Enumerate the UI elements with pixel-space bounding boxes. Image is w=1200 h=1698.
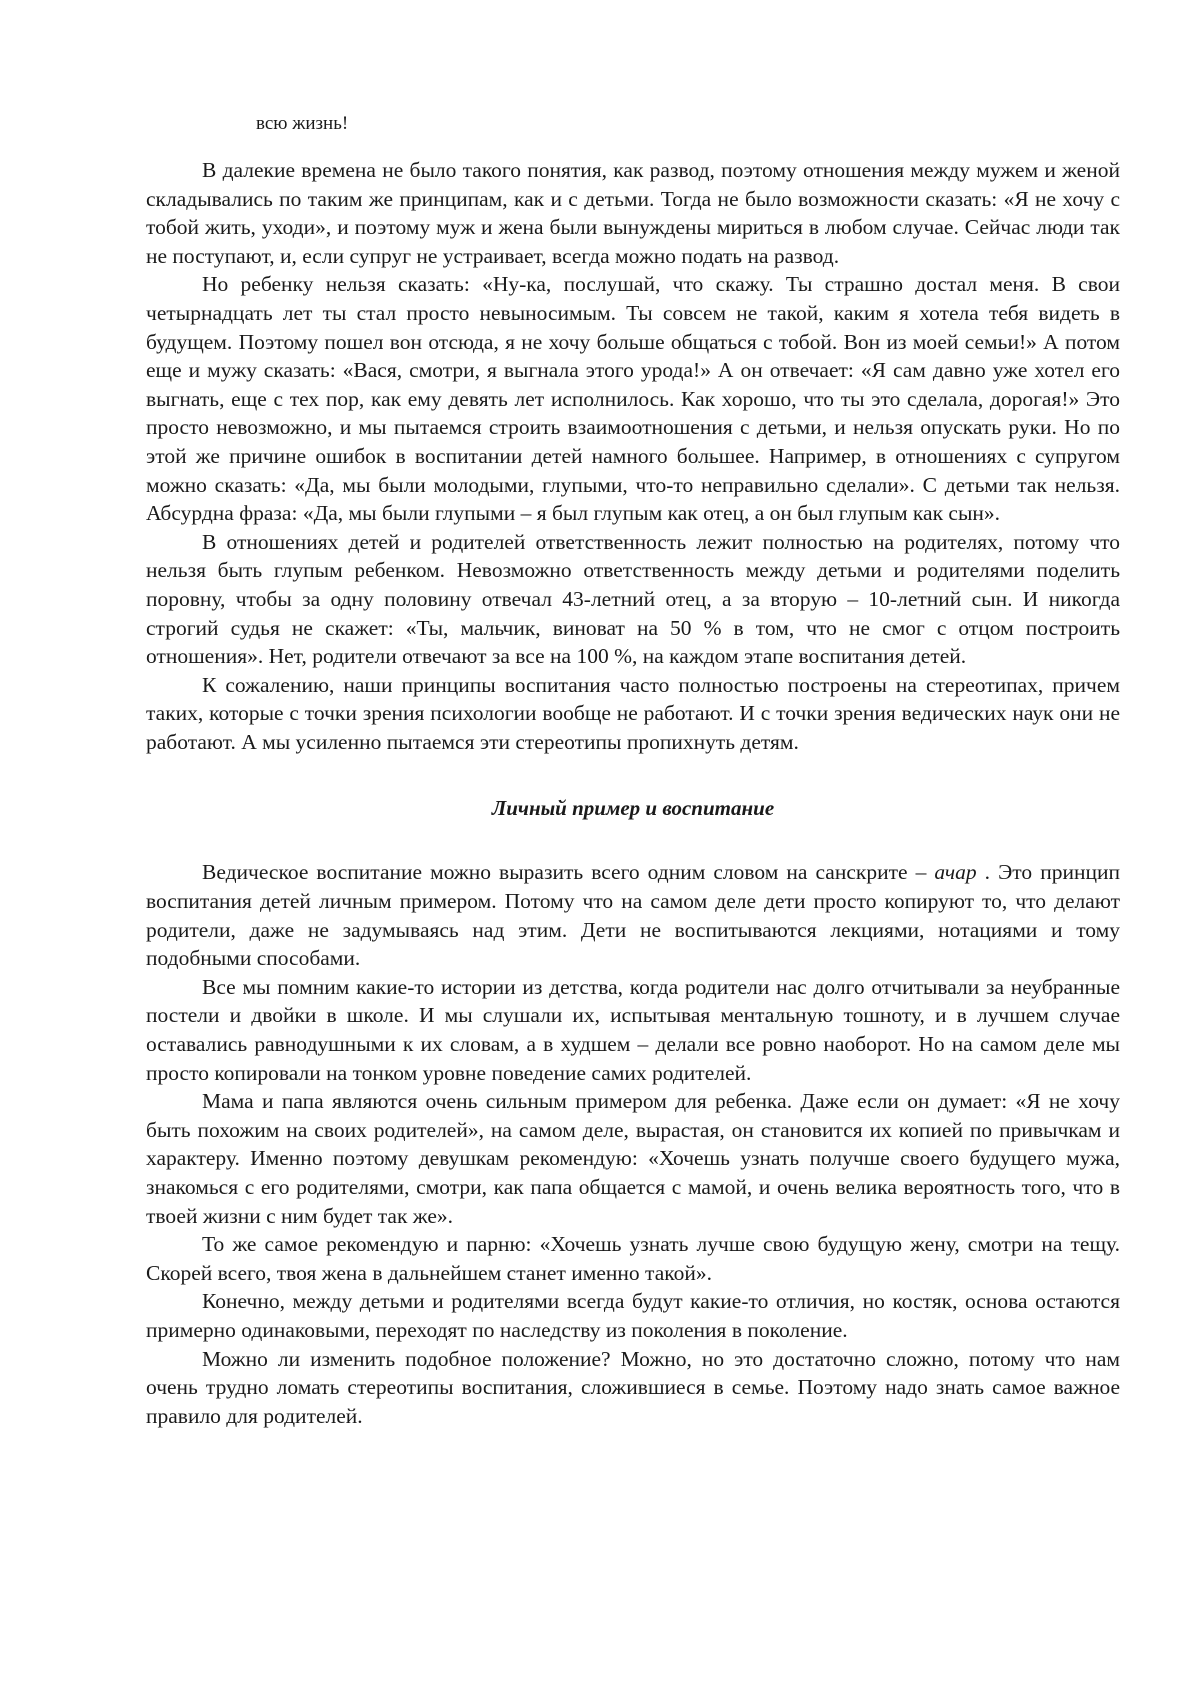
paragraph-achar	[146, 858, 1120, 972]
sanskrit-term: ачар	[934, 860, 977, 885]
paragraph-childhood-memories: Все мы помним какие-то истории из детства, когда родители нас долго отчитывали за неубранные постели и двойки в школе. И мы слушали их, испытывая ментальную тошноту, и в лучшем случае оставались равнодушными к их словам, а в худшем – делали все ровно наоборот. Но на самом деле мы просто копировали на тонком уровне поведение самих родителей.	[146, 974, 1120, 1085]
paragraph-responsibility: В отношениях детей и родителей ответственность лежит полностью на родителях, потому что нельзя быть глупым ребенком. Невозможно ответственность между детьми и родителями поделить поровну, чтобы за одну половину отвечал 43-летний отец, а за вторую – 10-летний сын. И никогда строгий судья не скажет: «Ты, мальчик, виноват на 50 % в том, что не смог с отцом построить отношения». Нет, родители отвечают за все на 100 %, на каждом этапе воспитания детей.	[146, 529, 1120, 669]
carryover-line: всю жизнь!	[256, 113, 349, 134]
paragraph-gap	[146, 138, 1120, 156]
paragraph-stereotypes: К сожалению, наши принципы воспитания часто полностью построены на стереотипах, причем таких, которые с точки зрения психологии вообще не работают. И с точки зрения ведических наук они не работают. А мы усиленно пытаемся эти стереотипы пропихнуть детям.	[146, 672, 1120, 754]
paragraph-divorce: В далекие времена не было такого понятия, как развод, поэтому отношения между мужем и женой складывались по таким же принципам, как и с детьми. Тогда не было возможности сказать: «Я не хочу с тобой жить, уходи», и поэтому муж и жена были вынуждены мириться в любом случае. Сейчас люди так не поступают, и, если супруг не устраивает, всегда можно подать на развод.	[146, 158, 1120, 268]
achar-text-before: Ведическое воспитание можно выразить всего одним словом на санскрите –	[202, 860, 935, 885]
paragraph-mother-in-law: То же самое рекомендую и парню: «Хочешь узнать лучше свою будущую жену, смотри на тещу. Скорей всего, твоя жена в дальнейшем станет именно такой».	[146, 1232, 1120, 1285]
paragraph-can-change: Можно ли изменить подобное положение? Можно, но это достаточно сложно, потому что нам очень трудно ломать стереотипы воспитания, сложившиеся в семье. Поэтому надо знать самое важное правило для родителей.	[146, 1346, 1120, 1428]
paragraph-differences: Конечно, между детьми и родителями всегда будут какие-то отличия, но костяк, основа остаются примерно одинаковыми, переходят по наследству из поколения в поколение.	[146, 1289, 1120, 1342]
achar-text-after: . Это принцип воспитания детей личным примером. Потому что на самом деле дети просто копируют то, что делают родители, даже не задумываясь над этим. Дети не воспитываются лекциями, нотациями и тому подобными способами.	[146, 860, 1120, 971]
text-column	[146, 110, 1120, 1430]
paragraph-cannot-tell-child: Но ребенку нельзя сказать: «Ну-ка, послушай, что скажу. Ты страшно достал меня. В свои четырнадцать лет ты стал просто невыносимым. Ты совсем не такой, каким я хотела тебя видеть в будущем. Поэтому пошел вон отсюда, я не хочу больше общаться с тобой. Вон из моей семьи!» А потом еще и мужу сказать: «Вася, смотри, я выгнала этого урода!» А он отвечает: «Я сам давно уже хотел его выгнать, еще с тех пор, как ему девять лет исполнилось. Как хорошо, что ты это сделала, дорогая!» Это просто невозможно, и мы пытаемся строить взаимоотношения с детьми, и нельзя опускать руки. Но по этой же причине ошибок в воспитании детей намного большее. Например, в отношениях с супругом можно сказать: «Да, мы были молодыми, глупыми, что-то неправильно сделали». С детьми так нельзя. Абсурдна фраза: «Да, мы были глупыми – я был глупым как отец, а он был глупым как сын».	[146, 272, 1120, 526]
paragraph-parents-example: Мама и папа являются очень сильным примером для ребенка. Даже если он думает: «Я не хочу быть похожим на своих родителей», на самом деле, вырастая, он становится их копией по привычкам и характеру. Именно поэтому девушкам рекомендую: «Хочешь узнать получше своего будущего мужа, знакомься с его родителями, смотри, как папа общается с мамой, и очень велика вероятность того, что в твоей жизни с ним будет так же».	[146, 1089, 1120, 1228]
section-heading: Личный пример и воспитание	[491, 796, 775, 821]
